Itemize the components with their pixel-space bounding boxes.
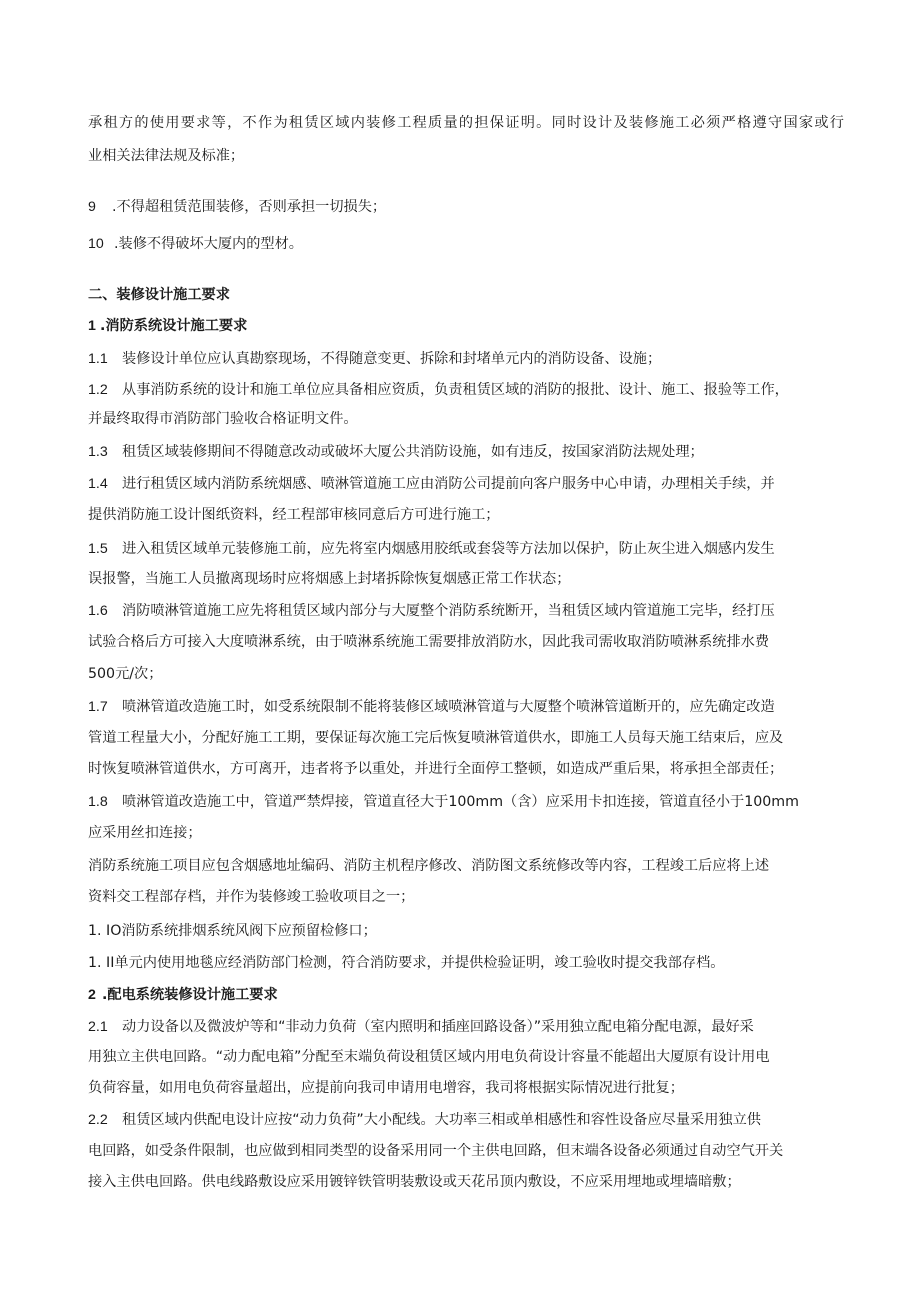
clause-1-2	[88, 380, 789, 400]
clause-1-7-cont-2: 时恢复喷淋管道供水，方可离开，违者将予以重处，并进行全面停工整顿，如造成严重后果，将承担全部责任；	[88, 761, 784, 777]
clause-number: 1.2	[88, 382, 108, 398]
subsection-title: .消防系统设计施工要求	[100, 318, 248, 334]
clause-1-7-cont: 管道工程量大小，分配好施工工期，要保证每次施工完后恢复喷淋管道供水，即施工人员每天施工结束后，应及	[88, 730, 784, 746]
clause-number: 1.1	[88, 351, 108, 367]
clause-text: 动力设备以及微波炉等和“非动力负荷（室内照明和插座回路设备）”采用独立配电箱分配电源，最好采	[122, 1019, 754, 1035]
list-item-9	[88, 197, 386, 217]
section-heading: 二、装修设计施工要求	[88, 287, 230, 303]
clause-1-1	[88, 349, 661, 369]
clause-number: 2.2	[88, 1112, 108, 1128]
clause-2-1	[88, 1017, 754, 1037]
clause-1-10: 1. IO消防系统排烟系统风阀下应预留检修口；	[88, 923, 377, 939]
clause-1-2-cont: 并最终取得市消防部门验收合格证明文件。	[88, 411, 358, 427]
clause-2-1-cont-2: 负荷容量，如用电负荷容量超出，应提前向我司申请用电增容，我司将根据实际情况进行批复；	[88, 1080, 684, 1096]
clause-2-1-cont: 用独立主供电回路。“动力配电箱”分配至末端负荷设租赁区域内用电负荷设计容量不能超出大厦原有设计用电	[88, 1049, 770, 1065]
clause-number: 1.3	[88, 444, 108, 460]
clause-number: 2.1	[88, 1019, 108, 1035]
clause-text: 从事消防系统的设计和施工单位应具备相应资质，负责租赁区域的消防的报批、设计、施工、报验等工作，	[122, 382, 789, 398]
clause-text: 喷淋管道改造施工中，管道严禁焊接，管道直径大于100mm（含）应采用卡扣连接，管道直径小于100mm	[122, 794, 799, 810]
clause-2-2-cont-2: 接入主供电回路。供电线路敷设应采用镀锌铁管明装敷设或天花吊顶内敷设，不应采用埋地或埋墙暗敷；	[88, 1174, 741, 1190]
item-number: 9	[88, 199, 96, 215]
clause-1-11: 1. II单元内使用地毯应经消防部门检测，符合消防要求，并提供检验证明，竣工验收时提交我部存档。	[88, 955, 725, 971]
clause-text: 进行租赁区域内消防系统烟感、喷淋管道施工应由消防公司提前向客户服务中心申请，办理相关手续，并	[122, 476, 775, 492]
subsection-title: .配电系统装修设计施工要求	[102, 987, 278, 1003]
clause-text: 装修设计单位应认真勘察现场，不得随意变更、拆除和封堵单元内的消防设备、设施；	[122, 351, 662, 367]
clause-number: 1.5	[88, 541, 108, 557]
clause-text: 租赁区域装修期间不得随意改动或破坏大厦公共消防设施，如有违反，按国家消防法规处理；	[122, 444, 704, 460]
clause-text: 租赁区域内供配电设计应按“动力负荷”大小配线。大功率三相或单相感性和容性设备应尽量采用独立供	[122, 1112, 761, 1128]
subsection-number: 1	[88, 318, 96, 334]
clause-text: 消防喷淋管道施工应先将租赁区域内部分与大厦整个消防系统断开，当租赁区域内管道施工完毕，经打压	[122, 603, 775, 619]
clause-text: 喷淋管道改造施工时，如受系统限制不能将装修区域喷淋管道与大厦整个喷淋管道断开的，应先确定改造	[122, 699, 775, 715]
clause-number: 1.6	[88, 603, 108, 619]
subsection-heading-fire	[88, 316, 247, 336]
clause-1-7	[88, 697, 775, 717]
clause-1-5-cont: 误报警，当施工人员撤离现场时应将烟感上封堵拆除恢复烟感正常工作状态；	[88, 571, 571, 587]
clause-1-9: 消防系统施工项目应包含烟感地址编码、消防主机程序修改、消防图文系统修改等内容，工程竣工后应将上述	[88, 858, 770, 874]
clause-1-8	[88, 792, 799, 812]
intro-line-2: 业相关法律法规及标准；	[88, 148, 245, 164]
item-text: .不得超租赁范围装修，否则承担一切损失；	[112, 199, 387, 215]
clause-1-6-cont: 试验合格后方可接入大度喷淋系统，由于喷淋系统施工需要排放消防水，因此我司需收取消防喷淋系统排水费	[88, 634, 770, 650]
clause-1-5	[88, 539, 775, 559]
clause-2-2-cont: 电回路，如受条件限制，也应做到相同类型的设备采用同一个主供电回路，但末端各设备必须通过自动空气开关	[88, 1143, 784, 1159]
clause-number: 1.7	[88, 699, 108, 715]
subsection-number: 2	[88, 987, 96, 1003]
clause-1-6	[88, 601, 775, 621]
clause-2-2	[88, 1110, 761, 1130]
clause-number: 1.8	[88, 794, 108, 810]
clause-number: 1.4	[88, 476, 108, 492]
clause-text: 进入租赁区域单元装修施工前，应先将室内烟感用胶纸或套袋等方法加以保护，防止灰尘进入烟感内发生	[122, 541, 775, 557]
clause-1-4-cont: 提供消防施工设计图纸资料，经工程部审核同意后方可进行施工；	[88, 507, 500, 523]
clause-1-9-cont: 资料交工程部存档，并作为装修竣工验收项目之一；	[88, 889, 415, 905]
clause-1-8-cont: 应采用丝扣连接；	[88, 825, 202, 841]
subsection-heading-power	[88, 985, 278, 1005]
item-number: 10	[88, 236, 104, 252]
clause-1-3	[88, 442, 704, 462]
intro-line-1: 承租方的使用要求等，不作为租赁区域内装修工程质量的担保证明。同时设计及装修施工必须严格遵守国家或行	[88, 115, 844, 131]
list-item-10	[88, 234, 303, 254]
item-text: .装修不得破坏大厦内的型材。	[114, 236, 303, 252]
clause-1-4	[88, 474, 775, 494]
clause-1-6-cont-2: 500元/次；	[88, 666, 163, 682]
